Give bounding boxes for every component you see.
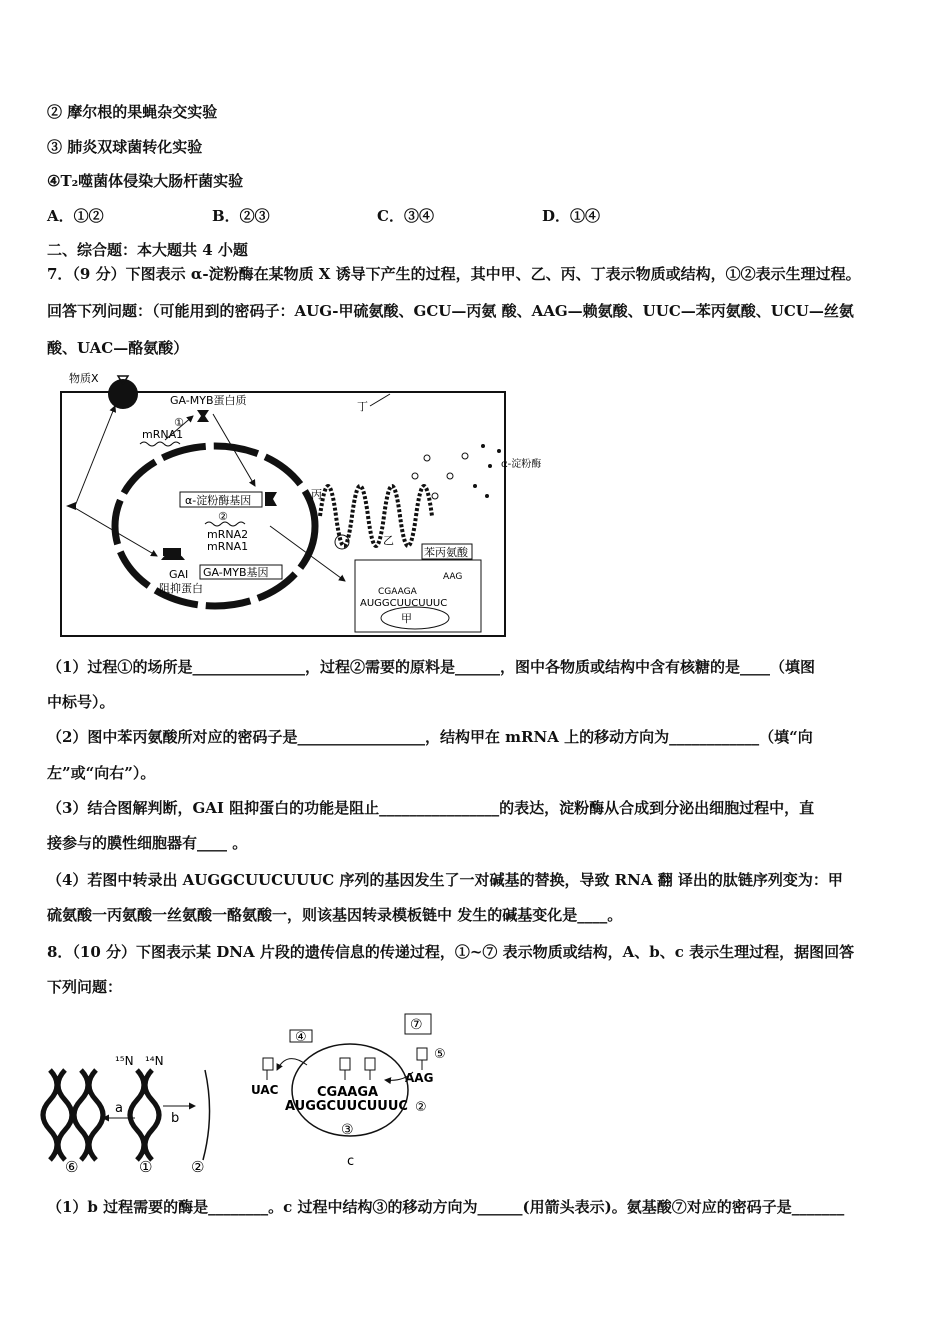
label-circle2-fig2: ②: [191, 1158, 205, 1176]
label-anticodon-fig1: CGAAGA: [378, 587, 417, 597]
section-heading: 二、综合题：本大题共 4 小题: [47, 241, 248, 259]
q7-line3: 酸、UAC—酪氨酸）: [47, 339, 189, 357]
q7-line2: 回答下列问题：（可能用到的密码子：AUG-甲硫氨酸、GCU—丙氨 酸、AAG—赖氨酸、UUC—苯丙氨酸、UCU—丝氨: [47, 302, 854, 320]
label-mrna-seq-fig1: AUGGCUUCUUUC: [360, 598, 448, 609]
label-circle1-fig2: ①: [139, 1158, 153, 1176]
figure-dna-transfer: [45, 1010, 445, 1175]
dna-helix-6b: [74, 1070, 88, 1160]
label-a: a: [115, 1101, 123, 1116]
label-circle7: ⑦: [410, 1017, 423, 1033]
label-jia: 甲: [401, 612, 412, 625]
option-d: D．①④: [542, 207, 601, 225]
label-mrna1-bottom: mRNA1: [207, 540, 249, 553]
label-circle3: ③: [341, 1122, 354, 1138]
label-circle5: ⑤: [434, 1047, 446, 1062]
figure-amylase-induction: [55, 366, 542, 644]
q7-sub4a: （4）若图中转录出 AUGGCUUCUUUC 序列的基因发生了一对碱基的替换，导致 RNA 翻 译出的肽链序列变为：甲: [47, 871, 843, 889]
label-ga-myb-gene: GA-MYB基因: [203, 566, 269, 579]
q7-line1: 7．（9 分）下图表示 α-淀粉酶在某物质 X 诱导下产生的过程，其中甲、乙、丙、丁表示物质或结构，①②表示生理过程。: [47, 265, 861, 283]
label-ding: 丁: [357, 400, 368, 413]
q8-line2: 下列问题：: [47, 978, 123, 996]
label-circle2-fig1: ②: [218, 510, 228, 523]
option-c: C．③④: [377, 207, 434, 225]
gene-binder-shape: [265, 492, 277, 506]
label-amylase: α-淀粉酶: [501, 459, 542, 470]
label-amylase-gene: α-淀粉酶基因: [185, 494, 252, 507]
item-3: ③ 肺炎双球菌转化实验: [47, 138, 203, 156]
option-b: B．②③: [212, 207, 270, 225]
label-substance-x: 物质X: [69, 372, 99, 385]
arrow-left: [66, 502, 76, 510]
dna-helix-6a: [43, 1070, 57, 1160]
label-anticodon-fig2: CGAAGA: [317, 1085, 379, 1100]
label-c: c: [347, 1154, 355, 1169]
label-circle1-fig1: ①: [174, 416, 184, 429]
label-uac: UAC: [251, 1083, 279, 1097]
q7-sub3b: 接参与的膜性细胞器有____ 。: [47, 834, 248, 852]
label-circle6: ⑥: [65, 1158, 79, 1176]
label-aag-fig1: AAG: [443, 572, 463, 582]
label-gai: GAI: [169, 568, 189, 581]
label-b: b: [171, 1111, 180, 1126]
label-bing: 丙: [311, 488, 322, 501]
label-yi: 乙: [383, 534, 394, 547]
label-phe: 苯丙氨酸: [424, 546, 468, 559]
mrna1-wave-top: [140, 442, 180, 446]
label-repressor: 阻抑蛋白: [159, 582, 203, 595]
label-aag-fig2: AAG: [405, 1071, 434, 1085]
mrna-strand-2: [203, 1070, 210, 1160]
q7-sub3a: （3）结合图解判断，GAI 阻抑蛋白的功能是阻止________________的表达，淀粉酶从合成到分泌出细胞过程中，直: [47, 799, 815, 817]
q7-sub1a: （1）过程①的场所是_______________，过程②需要的原料是______，图中各物质或结构中含有核糖的是____（填图: [47, 658, 815, 676]
label-circle2-right: ②: [415, 1100, 427, 1115]
label-mrna2: mRNA2: [207, 528, 249, 541]
q7-sub2b: 左”或“向右”）。: [47, 764, 156, 782]
q7-sub2a: （2）图中苯丙氨酸所对应的密码子是_________________，结构甲在 mRNA 上的移动方向为____________（填“向: [47, 728, 813, 746]
q7-sub1b: 中标号）。: [47, 693, 115, 711]
label-ga-myb-protein: GA-MYB蛋白质: [170, 394, 247, 407]
q8-sub1: （1）b 过程需要的酶是________。c 过程中结构③的移动方向为______(用箭头表示)。氨基酸⑦对应的密码子是_______: [47, 1198, 845, 1216]
ga-myb-protein-shape: [197, 410, 209, 422]
label-mrna-seq-fig2: AUGGCUUCUUUC: [285, 1099, 408, 1114]
q7-sub4b: 硫氨酸一丙氨酸一丝氨酸一酪氨酸一，则该基因转录模板链中 发生的碱基变化是____。: [47, 906, 623, 924]
item-4: ④T₂噬菌体侵染大肠杆菌实验: [47, 172, 244, 190]
label-mrna1-top: mRNA1: [142, 428, 184, 441]
q8-line1: 8．（10 分）下图表示某 DNA 片段的遗传信息的传递过程，①~⑦ 表示物质或结构，A、b、c 表示生理过程，据图回答: [47, 943, 855, 961]
label-n15: ¹⁵N: [115, 1054, 134, 1068]
item-2: ② 摩尔根的果蝇杂交实验: [47, 103, 218, 121]
dna-helix-1: [130, 1070, 144, 1160]
label-circle4: ④: [295, 1030, 307, 1045]
option-a: A．①②: [47, 207, 104, 225]
translation-inset: [355, 560, 481, 632]
label-n14: ¹⁴N: [145, 1054, 164, 1068]
